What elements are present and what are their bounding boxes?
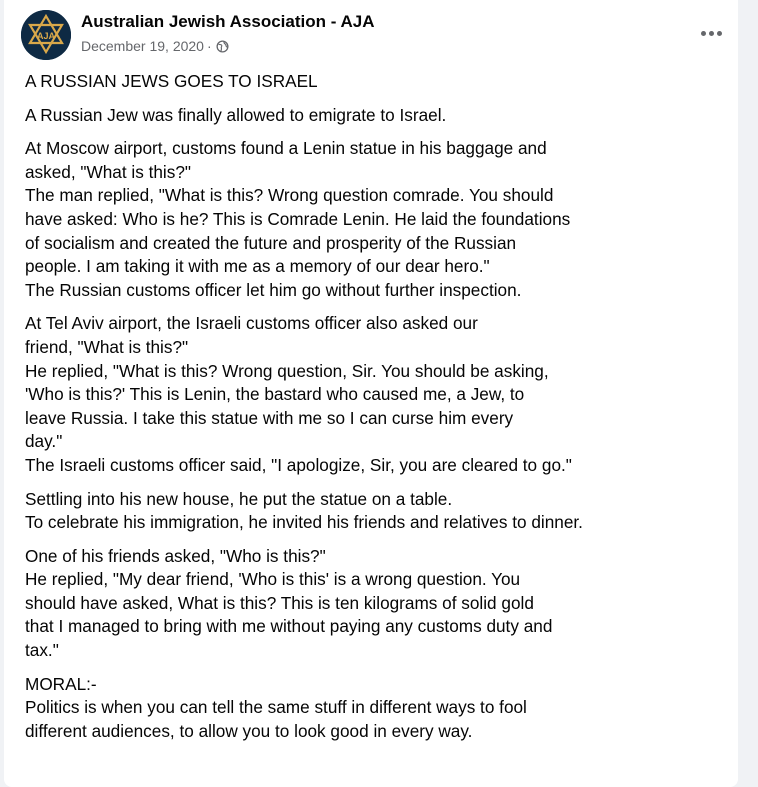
page-background-strip bbox=[738, 0, 758, 787]
post-paragraph: At Tel Aviv airport, the Israeli customs officer also asked our friend, "What is this?" He replied, "What is this? Wrong question, Sir. You should be asking, 'Who is this?' This is Lenin, the bastard who caused me, a Jew, to leave Russia. I take this statue with me so I can curse him every day." The Israeli customs officer said, "I apologize, Sir, you are cleared to go." bbox=[25, 313, 572, 475]
post-paragraph: A Russian Jew was finally allowed to emigrate to Israel. bbox=[25, 104, 447, 125]
post-body bbox=[25, 70, 725, 753]
more-horizontal-icon bbox=[701, 31, 722, 36]
page-avatar[interactable] bbox=[21, 10, 71, 60]
page-name-link[interactable]: Australian Jewish Association - AJA bbox=[81, 12, 375, 31]
avatar-text: AJA bbox=[36, 31, 56, 41]
post-header bbox=[21, 10, 721, 60]
post-paragraph: At Moscow airport, customs found a Lenin statue in his baggage and asked, "What is this?" The man replied, "What is this? Wrong question comrade. You should have asked: Who is he? This is Comrade Lenin. He laid the foundations of socialism and created the future and prosperity of the Russian people. I am taking it with me as a memory of our dear hero." The Russian customs officer let him go without further inspection. bbox=[25, 138, 571, 300]
post-card bbox=[4, 0, 738, 787]
meta-separator: · bbox=[206, 38, 212, 54]
more-options-button[interactable] bbox=[693, 18, 729, 48]
post-meta bbox=[81, 38, 229, 54]
post-paragraph-title: A RUSSIAN JEWS GOES TO ISRAEL bbox=[25, 71, 318, 91]
globe-icon[interactable] bbox=[216, 40, 229, 53]
post-date-link[interactable]: December 19, 2020 bbox=[81, 38, 204, 54]
post-paragraph-moral: MORAL:- Politics is when you can tell the same stuff in different ways to fool different audiences, to allow you to look good in every way. bbox=[25, 673, 527, 741]
star-of-david-icon bbox=[21, 10, 71, 60]
post-paragraph: Settling into his new house, he put the statue on a table. To celebrate his immigration, he invited his friends and relatives to dinner. bbox=[25, 488, 583, 533]
post-paragraph: One of his friends asked, "Who is this?" He replied, "My dear friend, 'Who is this' is a wrong question. You should have asked, What is this? This is ten kilograms of solid gold that I managed to bring with me without paying any customs duty and tax." bbox=[25, 545, 553, 661]
